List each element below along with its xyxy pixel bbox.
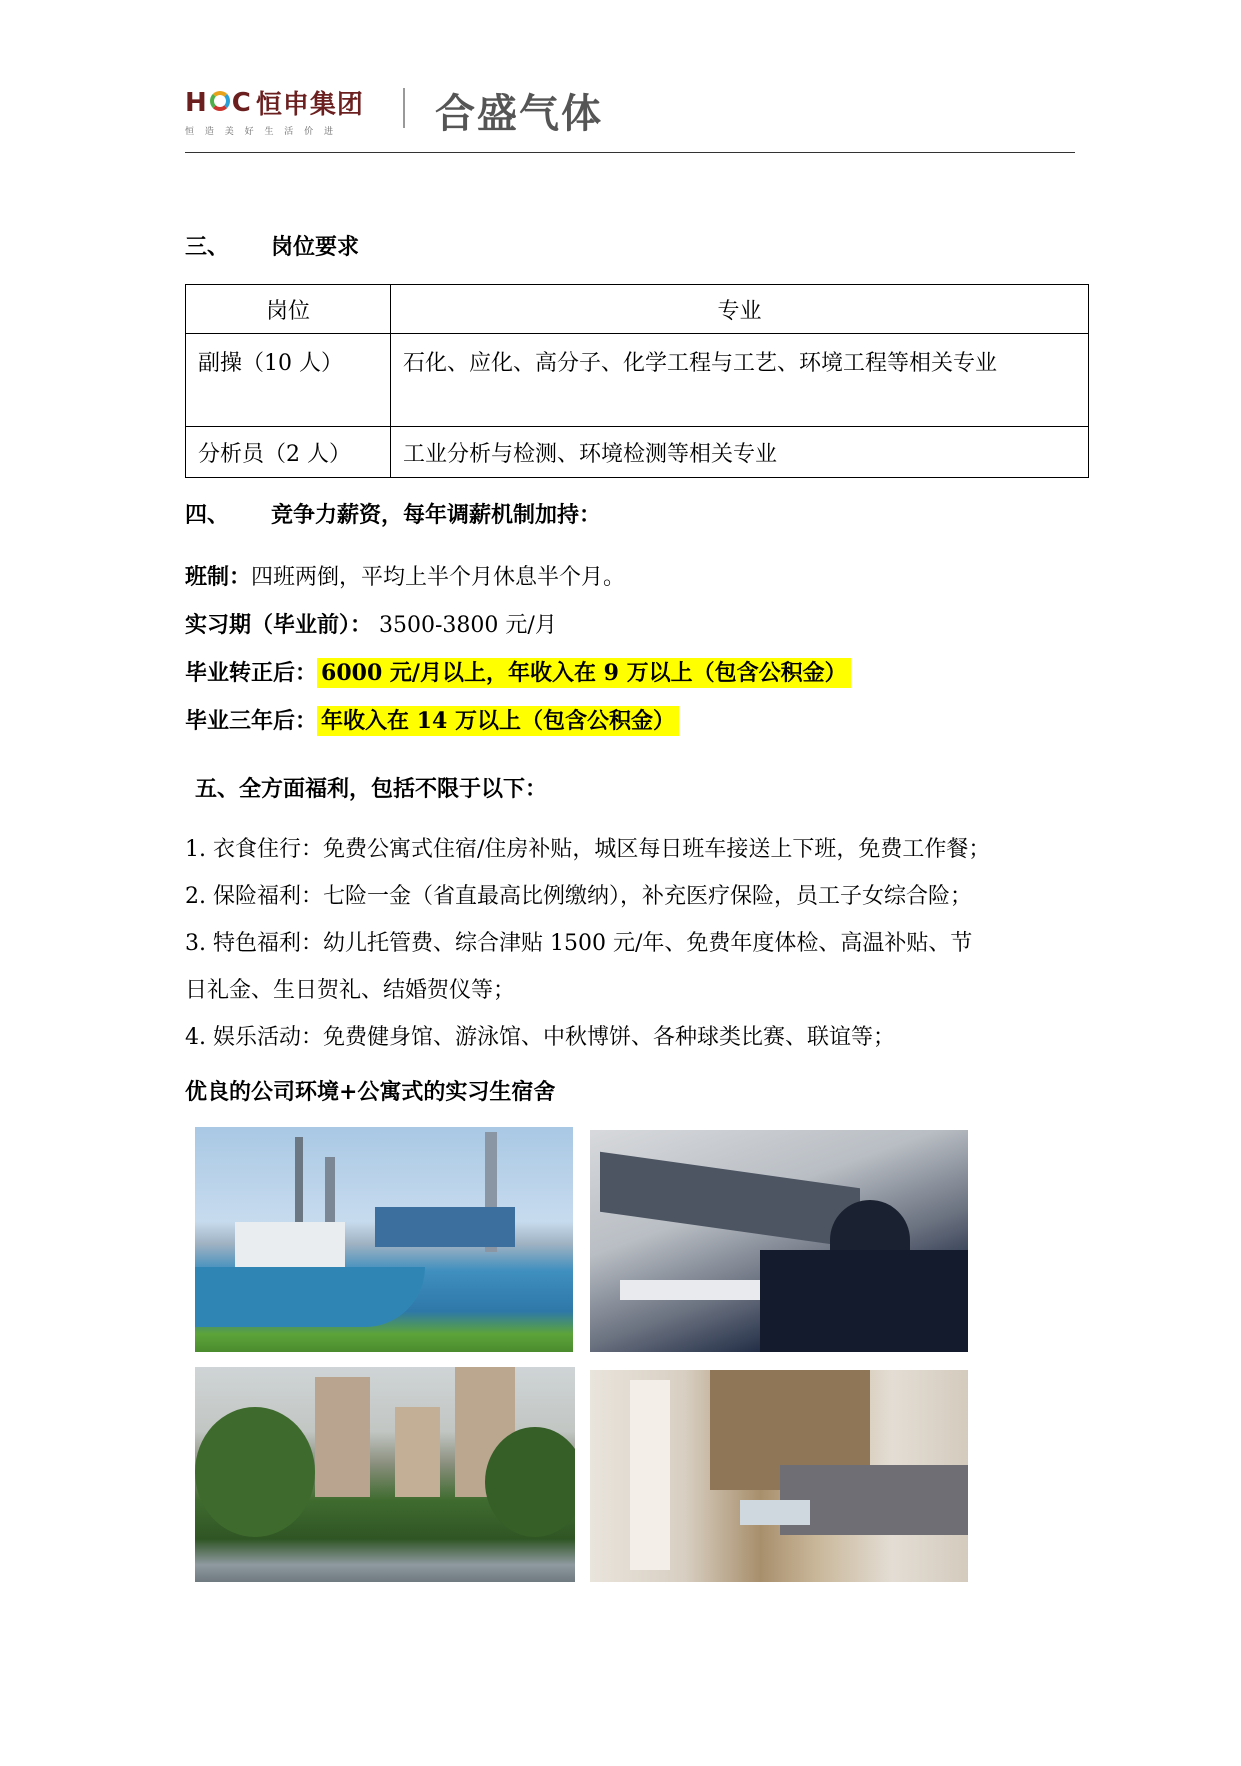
table-header-row <box>186 285 1089 334</box>
section-4-heading: 竞争力薪资，每年调薪机制加持： <box>271 502 602 528</box>
photo-residential-area <box>195 1367 575 1582</box>
after-graduation-label: 毕业转正后： <box>185 660 318 686</box>
brand-name: 合盛气体 <box>435 91 603 137</box>
photo-dormitory <box>590 1370 968 1582</box>
logo-slogan: 恒 造 美 好 生 活 价 进 <box>185 127 338 137</box>
section-4-title <box>185 498 601 529</box>
list-item: 2. 保险福利：七险一金（省直最高比例缴纳），补充医疗保险，员工子女综合险； <box>185 884 972 909</box>
benefits-list <box>185 826 1085 1061</box>
photo-control-room <box>590 1130 968 1352</box>
list-item: 3. 特色福利：幼儿托管费、综合津贴 1500 元/年、免费年度体检、高温补贴、节 <box>185 931 973 956</box>
photo-factory <box>195 1127 573 1352</box>
logo-latin: H C <box>185 87 252 118</box>
intern-pay-line <box>185 608 557 639</box>
header-divider <box>403 88 405 128</box>
after-graduation-line <box>185 656 851 687</box>
section-3-heading: 岗位要求 <box>271 234 360 260</box>
list-item: 1. 衣食住行：免费公寓式住宿/住房补贴，城区每日班车接送上下班，免费工作餐； <box>185 837 991 862</box>
logo-cn: 恒申集团 <box>255 90 364 120</box>
shift-line <box>185 560 625 591</box>
three-years-line <box>185 704 679 735</box>
intern-pay-value: 3500-3800 元/月 <box>372 613 557 638</box>
list-item: 日礼金、生日贺礼、结婚贺仪等； <box>185 978 516 1003</box>
after-graduation-value: 6000 元/月以上，年收入在 9 万以上（包含公积金） <box>317 658 851 688</box>
table-cell: 石化、应化、高分子、化学工程与工艺、环境工程等相关专业 <box>391 334 1089 427</box>
table-header-cell: 专业 <box>391 285 1089 334</box>
photos-caption: 优良的公司环境+公寓式的实习生宿舍 <box>185 1079 556 1105</box>
table-row <box>186 427 1089 478</box>
hsc-logo <box>185 84 364 137</box>
shift-label: 班制： <box>185 564 252 590</box>
logo-ring-icon <box>210 91 230 111</box>
table-cell: 分析员（2 人） <box>186 427 391 478</box>
page-header <box>185 78 1075 158</box>
list-item: 4. 娱乐活动：免费健身馆、游泳馆、中秋博饼、各种球类比赛、联谊等； <box>185 1025 895 1050</box>
section-3-title <box>185 230 359 261</box>
section-3-number: 三、 <box>185 234 230 260</box>
intern-pay-label: 实习期（毕业前）： <box>185 612 373 638</box>
table-cell: 副操（10 人） <box>186 334 391 427</box>
requirements-table <box>185 284 1089 478</box>
section-4-number: 四、 <box>185 502 230 528</box>
section-5-title: 五、全方面福利，包括不限于以下： <box>195 776 548 802</box>
shift-value: 四班两倒，平均上半个月休息半个月。 <box>251 565 626 590</box>
table-header-cell: 岗位 <box>186 285 391 334</box>
table-cell: 工业分析与检测、环境检测等相关专业 <box>391 427 1089 478</box>
header-rule <box>185 152 1075 153</box>
table-row <box>186 334 1089 427</box>
three-years-label: 毕业三年后： <box>185 708 318 734</box>
three-years-value: 年收入在 14 万以上（包含公积金） <box>317 706 679 736</box>
